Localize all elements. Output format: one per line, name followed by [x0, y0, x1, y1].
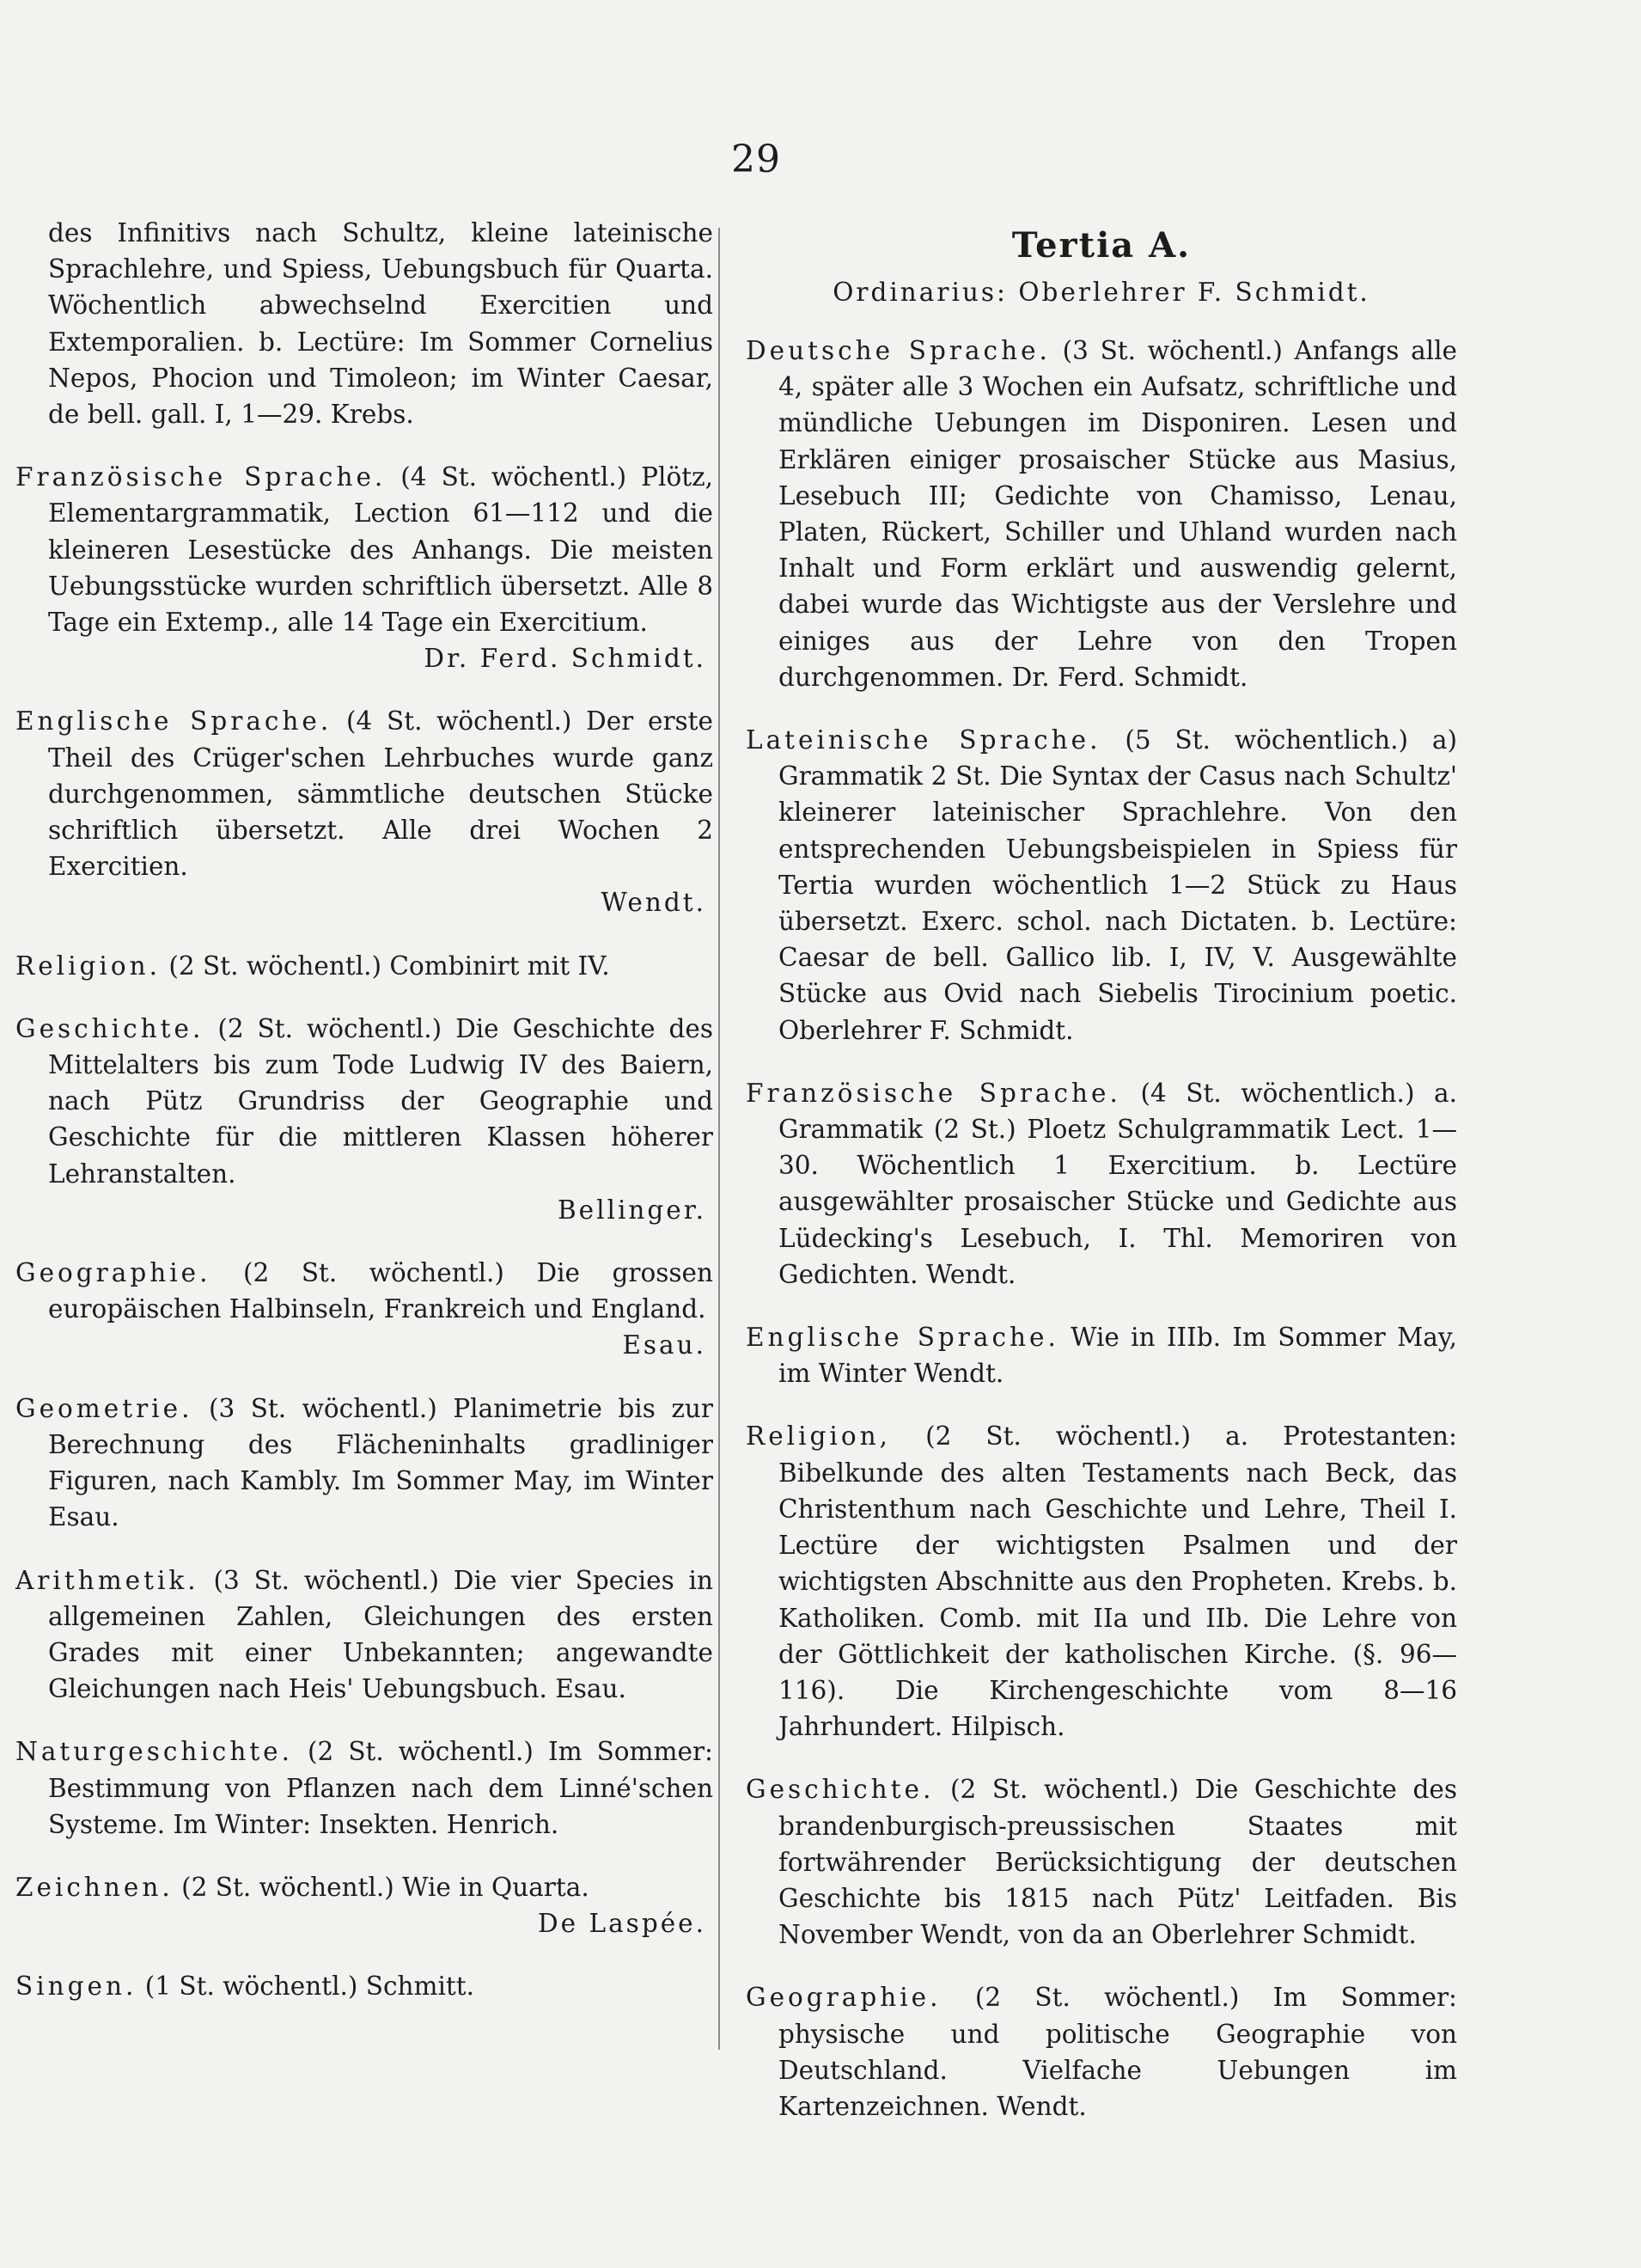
right-entry	[746, 722, 1457, 1048]
right-entry	[746, 1979, 1457, 2124]
subject-text: (5 St. wöchentlich.) a) Grammatik 2 St. Die Syntax der Casus nach Schultz' kleinerer lateinischer Sprachlehre. Von den entsprechenden Uebungsbeispielen in Spiess für Tertia wurden wöchentlich 1—2 Stück zu Haus übersetzt. Exerc. schol. nach Dictaten. b. Lectüre: Caesar de bell. Gallico lib. I, IV, V. Ausgewählte Stücke aus Ovid nach Siebelis Tirocinium poetic. Oberlehrer F. Schmidt.	[778, 725, 1457, 1045]
subject-text: (2 St. wöchentl.) Die grossen europäischen Halbinseln, Frankreich und England.	[48, 1258, 713, 1324]
subject-text: Wie in IIIb. Im Sommer May, im Winter Wendt.	[778, 1323, 1457, 1389]
left-entry	[15, 1733, 713, 1843]
subject-heading: Geschichte.	[746, 1775, 935, 1805]
subject-text: (4 St. wöchentl.) Der erste Theil des Crüger'schen Lehrbuches wurde ganz durchgenommen, sämmtliche deutschen Stücke schriftlich übersetzt. Alle drei Wochen 2 Exercitien.	[48, 706, 713, 882]
subject-text: (2 St. wöchentl.) Im Sommer: Bestimmung von Pflanzen nach dem Linné'schen Systeme. Im Winter: Insekten. Henrich.	[48, 1737, 713, 1839]
right-entry	[746, 333, 1457, 695]
right-column	[746, 225, 1457, 2151]
subject-text: (3 St. wöchentl.) Die vier Species in allgemeinen Zahlen, Gleichungen des ersten Grades mit einer Unbekannten; angewandte Gleichungen nach Heis' Uebungsbuch. Esau.	[48, 1565, 713, 1704]
subject-text: (2 St. wöchentl.) a. Protestanten: Bibelkunde des alten Testaments nach Beck, das Christenthum nach Geschichte und Lehre, Theil I. Lectüre der wichtigsten Psalmen und der wichtigsten Abschnitte aus den Propheten. Krebs. b. Katholiken. Comb. mit IIa und IIb. Die Lehre von der Göttlichkeit der katholischen Kirche. (§. 96—116). Die Kirchengeschichte vom 8—16 Jahrhundert. Hilpisch.	[778, 1421, 1457, 1742]
left-entry	[15, 1968, 713, 2004]
subject-heading: Zeichnen.	[15, 1872, 174, 1902]
right-entry	[746, 1418, 1457, 1745]
right-entry	[746, 1771, 1457, 1953]
left-entry	[15, 1255, 713, 1364]
subject-heading: Deutsche Sprache.	[746, 336, 1051, 365]
subject-text: (3 St. wöchentl.) Planimetrie bis zur Berechnung des Flächeninhalts gradliniger Figuren, nach Kambly. Im Sommer May, im Winter Esau.	[48, 1393, 713, 1532]
class-ordinarius: Ordinarius: Oberlehrer F. Schmidt.	[833, 278, 1370, 307]
subject-heading: Englische Sprache.	[746, 1323, 1059, 1353]
subject-heading: Französische Sprache.	[746, 1078, 1121, 1108]
left-entry	[15, 1011, 713, 1228]
subject-heading: Geographie.	[746, 1983, 942, 2013]
right-entry	[746, 1319, 1457, 1391]
teacher-signature: Bellinger.	[557, 1195, 706, 1225]
subject-text: (1 St. wöchentl.) Schmitt.	[144, 1972, 475, 2002]
left-entry	[15, 1562, 713, 1708]
class-title: Tertia A.	[1011, 225, 1192, 266]
subject-heading: Religion.	[15, 951, 161, 981]
subject-text: (4 St. wöchentlich.) a. Grammatik (2 St.) Ploetz Schulgrammatik Lect. 1—30. Wöchentlich 1 Exercitium. b. Lectüre ausgewählter prosaischer Stücke und Gedichte aus Lüdecking's Lesebuch, I. Thl. Memoriren von Gedichten. Wendt.	[778, 1078, 1457, 1289]
subject-heading: Geographie.	[15, 1258, 211, 1288]
page-number: 29	[731, 138, 781, 181]
left-entry	[15, 1391, 713, 1536]
left-intro-text: des Infinitivs nach Schultz, kleine lateinische Sprachlehre, und Spiess, Uebungsbuch für Quarta. Wöchentlich abwechselnd Exercitien und Extemporalien. b. Lectüre: Im Sommer Cornelius Nepos, Phocion und Timoleon; im Winter Caesar, de bell. gall. I, 1—29. Krebs.	[48, 218, 713, 430]
subject-text: (2 St. wöchentl.) Die Geschichte des brandenburgisch-preussischen Staates mit fortwährender Berücksichtigung der deutschen Geschichte bis 1815 nach Pütz' Leitfaden. Bis November Wendt, von da an Oberlehrer Schmidt.	[778, 1775, 1457, 1950]
left-entry	[15, 948, 713, 984]
teacher-signature: Wendt.	[601, 888, 706, 918]
teacher-signature: Dr. Ferd. Schmidt.	[424, 644, 706, 674]
subject-text: (2 St. wöchentl.) Wie in Quarta.	[181, 1872, 589, 1902]
subject-text: (2 St. wöchentl.) Im Sommer: physische und politische Geographie von Deutschland. Vielfache Uebungen im Kartenzeichnen. Wendt.	[778, 1983, 1457, 2121]
subject-text: (2 St. wöchentl.) Die Geschichte des Mittelalters bis zum Tode Ludwig IV des Baiern, nach Pütz Grundriss der Geographie und Geschichte für die mittleren Klassen höherer Lehranstalten.	[48, 1013, 713, 1189]
subject-heading: Religion,	[746, 1421, 891, 1452]
left-column	[15, 215, 713, 2032]
subject-heading: Französische Sprache.	[15, 462, 387, 492]
subject-heading: Geometrie.	[15, 1393, 193, 1423]
subject-heading: Singen.	[15, 1972, 137, 2002]
subject-heading: Naturgeschichte.	[15, 1737, 294, 1767]
subject-heading: Geschichte.	[15, 1013, 204, 1043]
left-entry	[15, 1869, 713, 1941]
teacher-signature: Esau.	[622, 1330, 706, 1360]
subject-text: (2 St. wöchentl.) Combinirt mit IV.	[168, 951, 610, 981]
subject-heading: Lateinische Sprache.	[746, 725, 1101, 755]
subject-text: (4 St. wöchentl.) Plötz, Elementargrammatik, Lection 61—112 und die kleineren Lesestücke des Anhangs. Die meisten Uebungsstücke wurden schriftlich übersetzt. Alle 8 Tage ein Extemp., alle 14 Tage ein Exercitium.	[48, 462, 713, 638]
left-intro	[15, 215, 713, 432]
left-entry	[15, 703, 713, 920]
right-entry	[746, 1075, 1457, 1293]
left-entry	[15, 459, 713, 676]
subject-heading: Arithmetik.	[15, 1565, 199, 1595]
teacher-signature: De Laspée.	[538, 1909, 706, 1939]
column-divider	[718, 228, 720, 2050]
subject-text: (3 St. wöchentl.) Anfangs alle 4, später alle 3 Wochen ein Aufsatz, schriftliche und mündliche Uebungen im Disponiren. Lesen und Erklären einiger prosaischer Stücke aus Masius, Lesebuch III; Gedichte von Chamisso, Lenau, Platen, Rückert, Schiller und Uhland wurden nach Inhalt und Form erklärt und auswendig gelernt, dabei wurde das Wichtigste aus der Verslehre und einiges aus der Lehre von den Tropen durchgenommen. Dr. Ferd. Schmidt.	[778, 336, 1457, 692]
subject-heading: Englische Sprache.	[15, 706, 332, 737]
